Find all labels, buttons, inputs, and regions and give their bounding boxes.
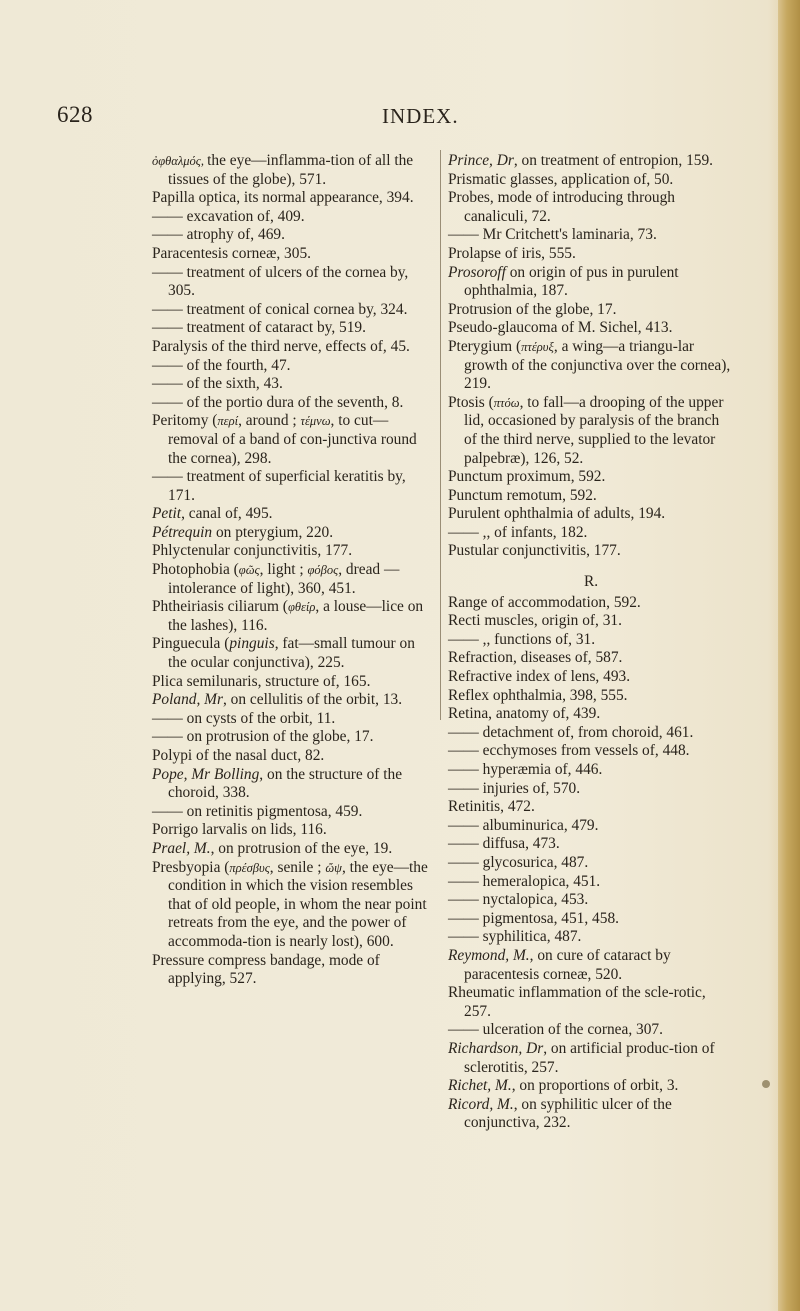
entry-text: —— of the fourth, 47. <box>152 356 291 374</box>
index-entry <box>152 803 436 822</box>
entry-text: —— ulceration of the cornea, 307. <box>448 1021 663 1039</box>
index-entry <box>448 798 734 817</box>
italic-term: Petit <box>152 505 182 523</box>
entry-text: —— detachment of, from choroid, 461. <box>448 723 694 741</box>
index-entry <box>152 319 436 338</box>
entry-text: Photophobia ( <box>152 561 239 579</box>
entry-text: the eye—inflamma-tion of all the tissues of the globe), 571. <box>168 152 414 188</box>
entry-text: —— pigmentosa, 451, 458. <box>448 909 619 927</box>
entry-text: Polypi of the nasal duct, 82. <box>152 747 325 764</box>
entry-text: Paracentesis corneæ, 305. <box>152 244 311 262</box>
index-entry <box>152 375 436 394</box>
italic-term: pinguis <box>229 635 275 653</box>
index-entry <box>448 319 734 338</box>
greek-term: τέμνω <box>300 414 331 429</box>
entry-text: Phtheiriasis ciliarum ( <box>152 598 288 616</box>
index-entry <box>448 1040 734 1077</box>
running-head: INDEX. <box>382 104 459 128</box>
index-entry <box>152 338 436 357</box>
index-entry <box>448 891 734 910</box>
index-entry <box>448 612 734 631</box>
index-entry <box>152 226 436 245</box>
entry-text: , on treatment of entropion, 159. <box>513 152 714 169</box>
entry-text: Papilla optica, its normal appearance, 394. <box>152 189 414 207</box>
entry-text: on origin of pus in purulent ophthalmia, 187. <box>464 263 679 300</box>
index-entry <box>152 728 436 747</box>
italic-term: Prosoroff <box>448 263 506 281</box>
page-edge <box>778 0 800 1311</box>
index-entry <box>448 1021 734 1040</box>
index-entry <box>152 747 436 766</box>
entry-text: Pustular conjunctivitis, 177. <box>448 542 621 560</box>
index-entry <box>152 264 436 301</box>
index-entry <box>448 761 734 780</box>
index-entry <box>448 1096 734 1133</box>
greek-term: φῶς <box>238 563 260 578</box>
greek-term: ὀφθαλμός, <box>152 154 208 168</box>
italic-term: Prael, M. <box>152 839 211 857</box>
greek-term: πτέρυξ <box>521 339 554 354</box>
entry-text: Prismatic glasses, application of, 50. <box>448 170 674 188</box>
entry-text: —— Mr Critchett's laminaria, 73. <box>448 226 657 244</box>
italic-term: Richardson, Dr <box>448 1039 544 1057</box>
index-entry <box>448 984 734 1021</box>
italic-term: Richet, M. <box>448 1077 512 1095</box>
index-entry <box>448 338 734 394</box>
index-entry <box>152 189 436 208</box>
entry-text: , fat—small tumour on the ocular conjunctiva), 225. <box>168 635 415 672</box>
entry-text: —— hyperæmia of, 446. <box>448 761 603 778</box>
index-entry <box>152 635 436 672</box>
entry-text: Rheumatic inflammation of the scle-rotic, 257. <box>448 984 706 1020</box>
entry-text: Punctum remotum, 592. <box>448 486 597 504</box>
entry-text: Recti muscles, origin of, 31. <box>448 612 622 630</box>
index-entry <box>448 394 734 468</box>
entry-text: Presbyopia ( <box>152 858 230 876</box>
entry-text: Range of accommodation, 592. <box>448 593 641 611</box>
entry-text: —— on cysts of the orbit, 11. <box>152 709 336 727</box>
index-entry <box>448 487 734 506</box>
entry-text: —— of the sixth, 43. <box>152 375 283 393</box>
index-entry <box>152 524 436 543</box>
index-entry <box>448 780 734 799</box>
column-divider <box>440 150 441 720</box>
greek-term: φόβος <box>307 563 339 578</box>
index-entry <box>448 668 734 687</box>
index-entry <box>152 766 436 803</box>
entry-text: , on proportions of orbit, 3. <box>511 1077 679 1095</box>
index-entry <box>152 208 436 227</box>
entry-text: , to fall—a drooping of the upper lid, occasioned by paralysis of the branch of the third nerve, supplied to the levator palpebræ), 126, 52. <box>464 393 724 467</box>
index-entry <box>152 821 436 840</box>
entry-text: Pseudo-glaucoma of M. Sichel, 413. <box>448 319 673 337</box>
entry-text: Paralysis of the third nerve, effects of, 45. <box>152 337 410 355</box>
entry-text: Refractive index of lens, 493. <box>448 668 631 686</box>
index-entry <box>152 952 436 989</box>
italic-term: Pope, Mr Bolling <box>152 765 260 783</box>
entry-text: —— ,, functions of, 31. <box>448 630 596 648</box>
index-entry <box>152 691 436 710</box>
index-entry <box>448 817 734 836</box>
index-entry <box>448 835 734 854</box>
index-entry <box>448 687 734 706</box>
entry-text: —— excavation of, 409. <box>152 207 305 225</box>
index-entry <box>448 742 734 761</box>
index-entry <box>152 468 436 505</box>
entry-text: , canal of, 495. <box>181 505 273 523</box>
index-entry <box>448 947 734 984</box>
index-entry <box>448 594 734 613</box>
entry-text: , on syphilitic ulcer of the conjunctiva, 232. <box>464 1095 672 1132</box>
index-entry <box>448 189 734 226</box>
greek-term: ὤψ <box>325 860 342 875</box>
entry-text: —— hemeralopica, 451. <box>448 872 601 890</box>
entry-text: , a wing—a triangu-lar growth of the conjunctiva over the cornea), 219. <box>464 337 731 393</box>
index-entry <box>152 673 436 692</box>
entry-text: Pterygium ( <box>448 337 522 355</box>
italic-term: Poland, Mr <box>152 691 223 709</box>
entry-text: Plica semilunaris, structure of, 165. <box>152 672 371 690</box>
index-entry <box>448 226 734 245</box>
entry-text: Peritomy ( <box>152 412 218 430</box>
index-entry <box>448 301 734 320</box>
entry-text: , on protrusion of the eye, 19. <box>210 839 393 857</box>
entry-text: , on cellulitis of the orbit, 13. <box>222 691 403 709</box>
index-column-right <box>448 152 734 1133</box>
entry-text: —— ecchymoses from vessels of, 448. <box>448 742 690 760</box>
index-entry <box>152 542 436 561</box>
italic-term: Pétrequin <box>152 523 213 541</box>
index-entry <box>152 859 436 952</box>
entry-text: —— treatment of ulcers of the cornea by, 305. <box>152 263 409 300</box>
italic-term: Ricord, M. <box>448 1095 514 1113</box>
entry-text: , on cure of cataract by paracentesis corneæ, 520. <box>464 946 671 983</box>
entry-text: Punctum proximum, 592. <box>448 468 606 486</box>
entry-text: —— albuminurica, 479. <box>448 816 599 834</box>
index-entry <box>448 873 734 892</box>
index-entry <box>152 710 436 729</box>
entry-text: , on artificial produc-tion of sclerotitis, 257. <box>464 1039 715 1076</box>
entry-text: , the eye—the condition in which the vision resembles that of old people, in whom the near point retreats from the eye, and the power of accommoda-tion is nearly lost), 600. <box>168 858 428 950</box>
entry-text: , around ; <box>238 412 301 430</box>
entry-text: on pterygium, 220. <box>212 523 334 541</box>
index-entry <box>152 301 436 320</box>
entry-text: —— treatment of cataract by, 519. <box>152 319 366 337</box>
entry-text: , on the structure of the choroid, 338. <box>168 765 403 802</box>
entry-text: , senile ; <box>269 858 326 876</box>
index-entry <box>152 357 436 376</box>
greek-term: πρέσβυς <box>229 860 270 875</box>
index-entry <box>152 505 436 524</box>
entry-text: Pressure compress bandage, mode of applying, 527. <box>152 951 380 988</box>
entry-text: —— syphilitica, 487. <box>448 928 582 946</box>
index-entry <box>152 598 436 635</box>
index-entry <box>152 840 436 859</box>
entry-text: —— injuries of, 570. <box>448 779 581 797</box>
entry-text: Porrigo larvalis on lids, 116. <box>152 821 327 839</box>
entry-text: —— ,, of infants, 182. <box>448 523 588 541</box>
index-entry <box>448 910 734 929</box>
entry-text: Refraction, diseases of, 587. <box>448 649 623 667</box>
entry-text: Reflex ophthalmia, 398, 555. <box>448 686 628 704</box>
index-entry <box>152 245 436 264</box>
index-entry <box>448 542 734 561</box>
entry-text: —— on protrusion of the globe, 17. <box>152 728 374 746</box>
entry-text: —— of the portio dura of the seventh, 8. <box>152 393 404 411</box>
greek-term: φθείρ <box>287 600 316 615</box>
index-letter-heading: R. <box>583 573 599 591</box>
entry-text: Ptosis ( <box>448 393 494 411</box>
entry-text: Protrusion of the globe, 17. <box>448 300 617 318</box>
index-entry <box>448 171 734 190</box>
entry-text: , dread —intolerance of light), 360, 451. <box>168 561 400 597</box>
ink-smudge <box>762 1080 770 1088</box>
entry-text: —— atrophy of, 469. <box>152 226 285 244</box>
index-entry <box>448 705 734 724</box>
entry-text: —— treatment of conical cornea by, 324. <box>152 300 408 318</box>
index-entry <box>448 152 734 171</box>
index-entry <box>448 505 734 524</box>
index-column-left <box>152 152 436 989</box>
index-entry <box>448 854 734 873</box>
index-entry <box>448 649 734 668</box>
entry-text: —— glycosurica, 487. <box>448 853 589 871</box>
entry-text: —— nyctalopica, 453. <box>448 891 589 909</box>
entry-text: —— diffusa, 473. <box>448 835 560 853</box>
entry-text: Probes, mode of introducing through canaliculi, 72. <box>448 189 675 225</box>
entry-text: —— treatment of superficial keratitis by, 171. <box>152 468 406 504</box>
index-entry <box>152 394 436 413</box>
entry-text: Purulent ophthalmia of adults, 194. <box>448 505 666 523</box>
index-entry <box>152 152 436 189</box>
index-entry <box>152 412 436 468</box>
italic-term: Prince, Dr <box>448 152 514 169</box>
entry-text: Pinguecula ( <box>152 635 230 653</box>
entry-text: Phlyctenular conjunctivitis, 177. <box>152 542 353 560</box>
index-entry <box>448 245 734 264</box>
greek-term: περί <box>217 414 239 429</box>
index-entry <box>448 264 734 301</box>
entry-text: —— on retinitis pigmentosa, 459. <box>152 802 363 820</box>
index-entry <box>152 561 436 598</box>
italic-term: Reymond, M. <box>448 946 530 964</box>
index-entry <box>448 1077 734 1096</box>
entry-text: , to cut—removal of a band of con-junctiva round the cornea), 298. <box>168 412 417 467</box>
index-entry <box>448 631 734 650</box>
entry-text: Prolapse of iris, 555. <box>448 244 576 262</box>
index-entry <box>448 928 734 947</box>
entry-text: Retina, anatomy of, 439. <box>448 705 601 723</box>
index-entry <box>448 468 734 487</box>
index-entry <box>448 524 734 543</box>
index-entry <box>448 724 734 743</box>
entry-text: , a louse—lice on the lashes), 116. <box>168 598 424 634</box>
entry-text: , light ; <box>259 561 308 579</box>
page-number: 628 <box>57 102 93 127</box>
entry-text: Retinitis, 472. <box>448 798 535 816</box>
greek-term: πτόω <box>493 395 520 410</box>
